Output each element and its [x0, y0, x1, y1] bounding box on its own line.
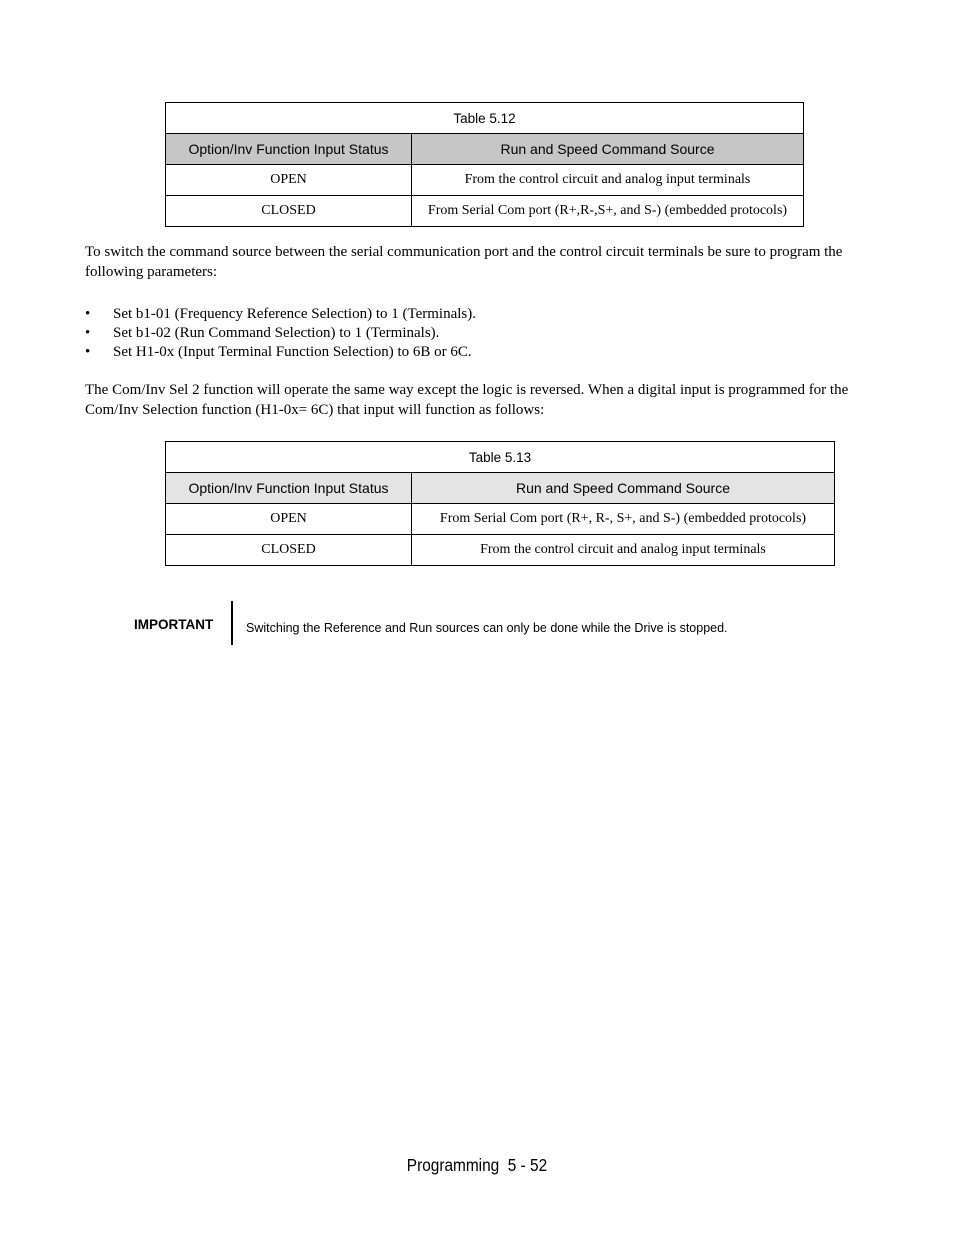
table-5-12: [165, 102, 804, 227]
table-cell: From the control circuit and analog input terminals: [412, 535, 835, 566]
list-item-text: Set b1-01 (Frequency Reference Selection) to 1 (Terminals).: [113, 306, 476, 322]
table-row: [166, 504, 835, 535]
column-header-input-status: Option/Inv Function Input Status: [166, 134, 412, 165]
column-header-command-source: Run and Speed Command Source: [412, 473, 835, 504]
table-caption: Table 5.13: [166, 442, 835, 473]
parameter-list: [85, 305, 476, 362]
list-item: [85, 343, 476, 362]
table-cell: From Serial Com port (R+,R-,S+, and S-) (embedded protocols): [412, 196, 804, 227]
table-row: [166, 196, 804, 227]
bullet-icon: •: [85, 325, 91, 341]
table-cell: CLOSED: [166, 535, 412, 566]
table-cell: From Serial Com port (R+, R-, S+, and S-) (embedded protocols): [412, 504, 835, 535]
list-item: [85, 305, 476, 324]
table-5-13: [165, 441, 835, 566]
list-item-text: Set H1-0x (Input Terminal Function Selection) to 6B or 6C.: [113, 344, 472, 360]
table-row: [166, 165, 804, 196]
logic-paragraph: The Com/Inv Sel 2 function will operate the same way except the logic is reversed. When a digital input is programmed for the Com/Inv Selection function (H1-0x= 6C) that input will function as follows:: [85, 382, 849, 418]
list-item: [85, 324, 476, 343]
important-note: Switching the Reference and Run sources can only be done while the Drive is stopped.: [246, 621, 728, 635]
important-label: IMPORTANT: [134, 617, 214, 632]
important-divider: [231, 601, 233, 645]
column-header-input-status: Option/Inv Function Input Status: [166, 473, 412, 504]
intro-paragraph: To switch the command source between the serial communication port and the control circuit terminals be sure to program the following parameters:: [85, 244, 843, 280]
table-row: [166, 535, 835, 566]
bullet-icon: •: [85, 344, 91, 360]
column-header-command-source: Run and Speed Command Source: [412, 134, 804, 165]
table-cell: OPEN: [166, 504, 412, 535]
table-cell: From the control circuit and analog input terminals: [412, 165, 804, 196]
table-cell: CLOSED: [166, 196, 412, 227]
page-footer: Programming 5 - 52: [406, 1155, 548, 1175]
bullet-icon: •: [85, 306, 91, 322]
table-caption: Table 5.12: [166, 103, 804, 134]
table-cell: OPEN: [166, 165, 412, 196]
list-item-text: Set b1-02 (Run Command Selection) to 1 (Terminals).: [113, 325, 440, 341]
